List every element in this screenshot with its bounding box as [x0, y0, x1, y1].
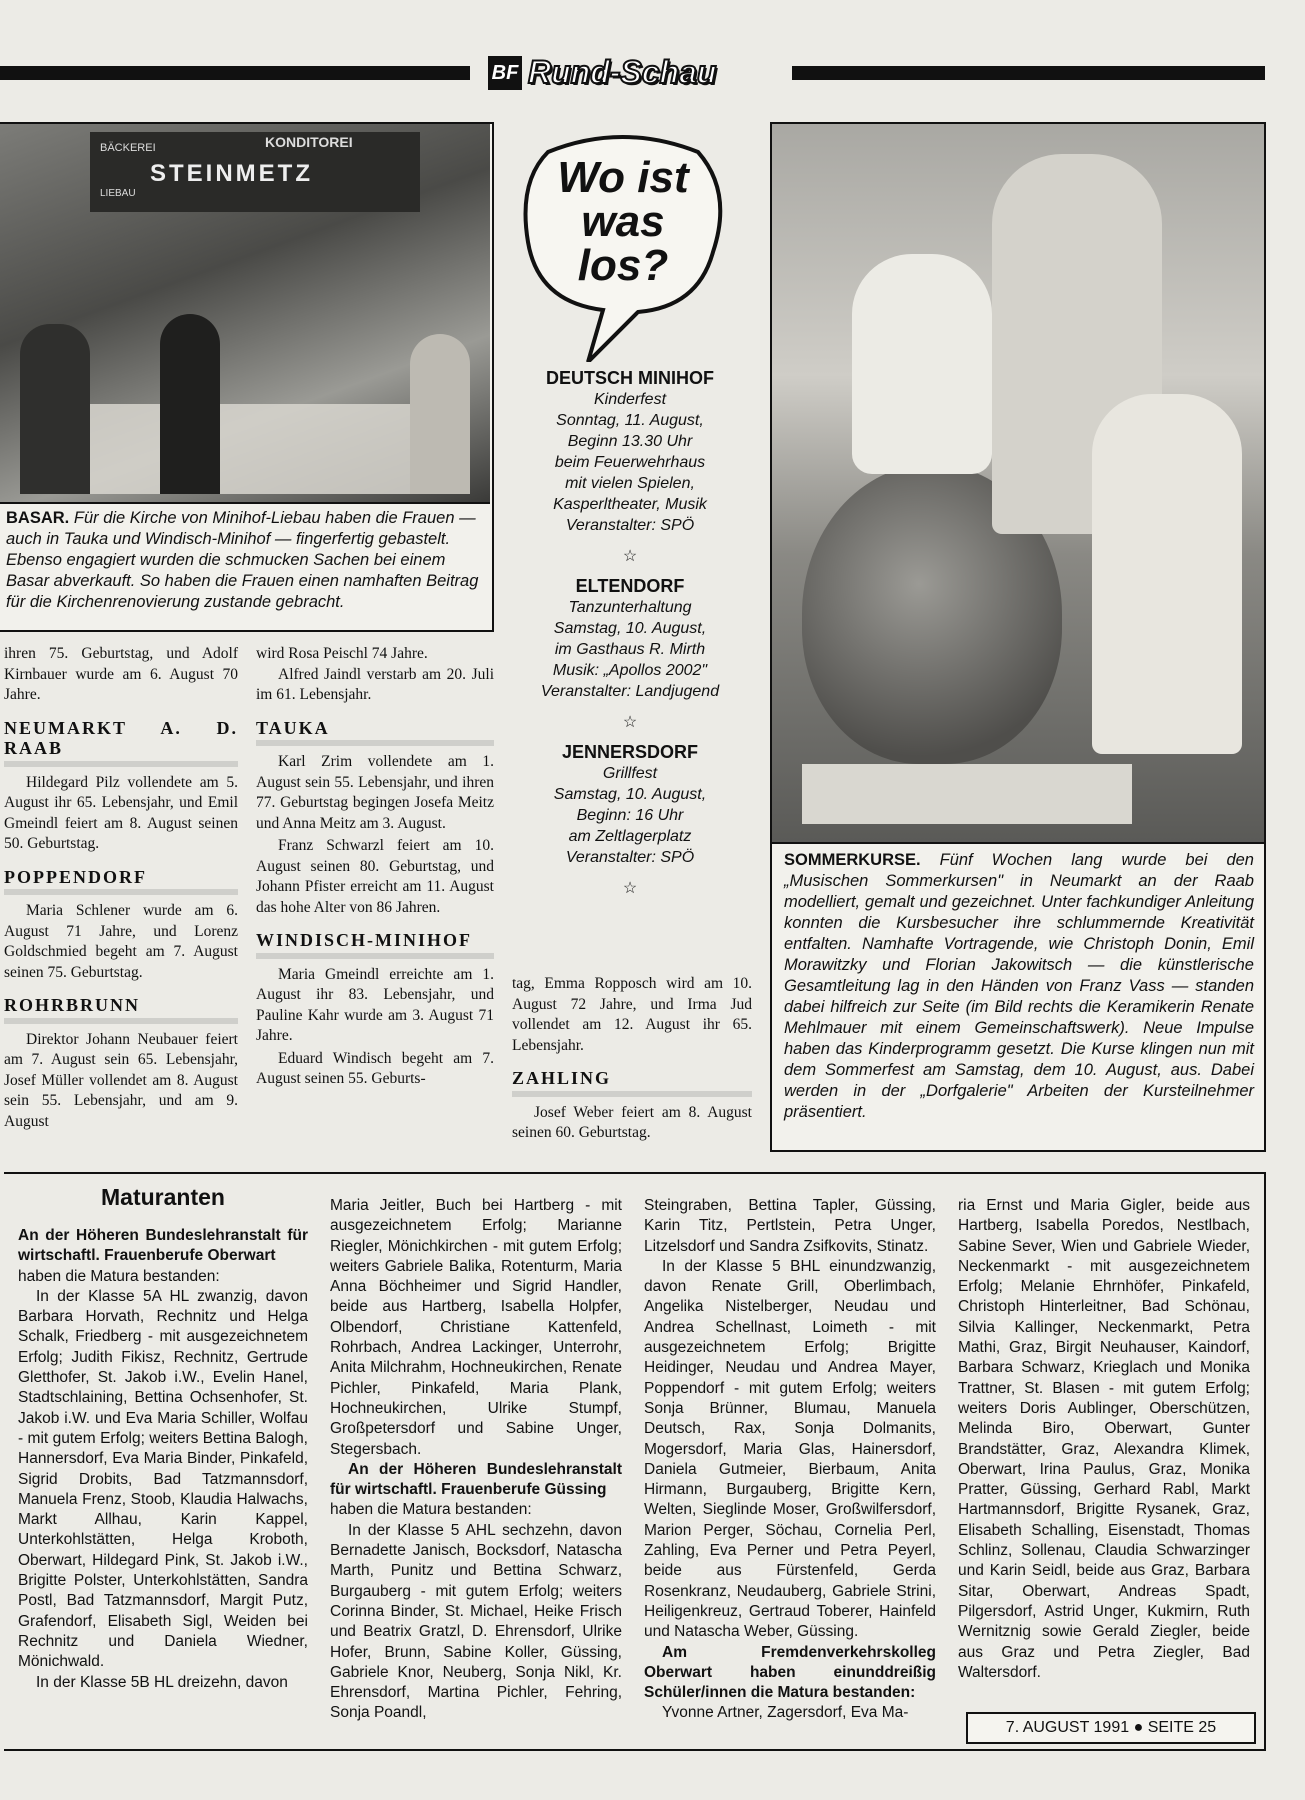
sommerkurse-caption-text: Fünf Wochen lang wurde bei den „Musischen Sommerkursen" in Neumarkt an der Raab modelliert, gemalt und gezeichnet. Unter fachkundiger Anleitung konnten die Kursbesucher ihre schlummernde Kreativität entfalten. Namhafte Vortragende, wie Christoph Donin, Emil Morawitzky und Florian Jakowitsch — die künstlerische Gesamtleitung lag in den Händen von Franz Vass — standen dabei hilfreich zur Seite (im Bild rechts die Keramikerin Renate Mehlmauer mit einem Gemeinschaftswerk). Neue Impulse haben das Kinderprogramm gesetzt. Die Kurse klingen nun mit dem Sommerfest am Samstag, dem 10. August, aus. Dabei werden in der „Dorfgalerie" Arbeiten der Kursteilnehmer präsentiert. — [784, 851, 1254, 1121]
figure-right — [410, 334, 470, 494]
page-footer — [966, 1712, 1256, 1744]
maturanten-col-2 — [330, 1196, 622, 1724]
section-head-rohrbrunn: ROHRBRUNN — [4, 995, 238, 1024]
event-body-deutsch-minihof: Kinderfest Sonntag, 11. August, Beginn 13.30 Uhr beim Feuerwehrhaus mit vielen Spielen, Kasperltheater, Musik Veranstalter: SPÖ — [553, 391, 707, 534]
maturanten-col3-para-2: Yvonne Artner, Zagersdorf, Eva Ma- — [662, 1704, 909, 1722]
column-b-intro-1: wird Rosa Peischl 74 Jahre. — [256, 645, 428, 662]
events-list — [510, 362, 750, 908]
section-text-poppendorf: Maria Schlener wurde am 6. August 71 Jahre, und Lorenz Goldschmied begeht am 7. August seinen 75. Geburtstag. — [4, 902, 238, 981]
maturanten-col2-text-1: Maria Jeitler, Buch bei Hartberg - mit ausgezeichnetem Erfolg; Marianne Riegler, Mönichkirchen - mit gutem Erfolg; weiters Gabriele Balika, Rotenturm, Maria Anna Böchheimer und Sigrid Handler, beide aus Hartberg, Isabella Holpfer, Olbendorf, Christiane Kattenfeld, Rohrbach, Andrea Lackinger, Unterrohr, Anita Milchrahm, Hochneukirchen, Renate Pichler, Pinkafeld, Maria Plank, Hochneukirchen, Ulrike Stumpf, Großpetersdorf und Sabine Unger, Stegersbach. — [330, 1197, 622, 1458]
stall-sign-liebau: LIEBAU — [100, 188, 136, 199]
section-text-windisch-1: Maria Gmeindl erreichte am 1. August ihr 83. Lebensjahr, und Pauline Kahr wurde am 3. August 71 Jahre. — [256, 965, 494, 1044]
masthead-rule-right — [792, 66, 1265, 80]
star-divider-2: ☆ — [622, 714, 638, 731]
person-woman-left — [852, 254, 992, 474]
maturanten-col1-para-1: In der Klasse 5A HL zwanzig, davon Barbara Horvath, Rechnitz und Helga Schalk, Friedberg - mit ausgezeichnetem Erfolg; Judith Fikisz, Rechnitz, Gertrude Gletthofer, St. Jakob i.W., Evelin Hanel, Stadtschlaining, Bettina Ochsenhofer, St. Jakob i.W. und Eva Maria Schiller, Wolfau - mit gutem Erfolg; weiters Bettina Balogh, Hannersdorf, Eva Maria Binder, Pinkafeld, Sigrid Drobits, Bad Tatzmannsdorf, Manuela Frenz, Stoob, Klaudia Halwachs, Markt Allhau, Karin Kappel, Unterkohlstätten, Helga Kroboth, Oberwart, Hildegard Pink, St. Jakob i.W., Brigitte Polster, Unterkohlstätten, Sandra Postl, Bad Tatzmannsdorf, Margit Putz, Grafendorf, Elisabeth Sigl, Weiden bei Rechnitz und Daniela Wiedner, Mönichwald. — [18, 1287, 308, 1671]
event-body-eltendorf: Tanzunterhaltung Samstag, 10. August, im Gasthaus R. Mirth Musik: „Apollos 2002" Veranstalter: Landjugend — [540, 599, 720, 700]
events-speech-bubble — [518, 132, 726, 362]
maturanten-col3-heading: Am Fremdenverkehrskolleg Oberwart haben einunddreißig Schüler/innen die Matura bestanden: — [644, 1643, 936, 1702]
column-b-intro-2: Alfred Jaindl verstarb am 20. Juli im 61. Lebensjahr. — [256, 665, 494, 703]
maturanten-title: Maturanten — [101, 1184, 225, 1210]
section-text-windisch-2: Eduard Windisch begeht am 7. August seinen 55. Geburts- — [256, 1049, 494, 1087]
maturanten-col3-para-1: In der Klasse 5 BHL einundzwanzig, davon Renate Grill, Oberlimbach, Angelika Nistelberger, Neudau und Andrea Schellnast, Loimeth - mit ausgezeichnetem Erfolg; Brigitte Heidinger, Neudau und Andrea Mayer, Poppendorf - mit gutem Erfolg; weiters Sonja Brünner, Blumau, Manuela Deutsch, Rax, Sonja Dolmanits, Mogersdorf, Maria Glas, Hainersdorf, Daniela Gutmeier, Bierbaum, Anita Hirmann, Burgauberg, Brigitte Kern, Welten, Sieglinde Moser, Großwilfersdorf, Marion Perger, Söchau, Cornelia Perl, Zahling, Eva Perner und Petra Peyerl, beide aus Fürstenfeld, Gerda Rosenkranz, Neudauberg, Gabriele Strini, Heiligenkreuz, Gertraud Toberer, Hainfeld und Natascha Weber, Güssing. — [644, 1257, 936, 1641]
section-head-neumarkt: NEUMARKT A. D. RAAB — [4, 718, 238, 767]
basar-photo — [0, 124, 490, 504]
event-place-jennersdorf: JENNERSDORF — [561, 742, 699, 762]
basar-caption-text: Für die Kirche von Minihof-Liebau haben die Frauen — auch in Tauka und Windisch-Minihof — fingerfertig gebastelt. Ebenso engagiert wurden die schmucken Sachen bei einem Basar abverkauft. So haben die Frauen einen namhaften Beitrag für die Kirchenrenovierung zustande gebracht. — [6, 509, 479, 611]
sommerkurse-photo — [772, 124, 1264, 844]
maturanten-col2-para-1: In der Klasse 5 AHL sechzehn, davon Bernadette Janisch, Bocksdorf, Natascha Marth, Punitz und Bettina Schwarz, Burgauberg - mit gutem Erfolg; weiters Corinna Binder, St. Michael, Heike Frisch und Beatrix Gratzl, D. Ehrensdorf, Ulrike Hofer, Brunn, Sabine Koller, Güssing, Gabriele Knor, Neuberg, Sonja Nikl, Kr. Ehrensdorf, Martina Pichler, Fehring, Sonja Poandl, — [330, 1521, 622, 1722]
maturanten-col1-para-2: In der Klasse 5B HL dreizehn, davon — [36, 1673, 288, 1691]
footer-page: SEITE 25 — [1147, 1719, 1217, 1736]
event-place-deutsch-minihof: DEUTSCH MINIHOF — [546, 368, 714, 388]
maturanten-box — [4, 1172, 1266, 1751]
footer-bullet: ● — [1133, 1719, 1144, 1736]
basar-caption-lead: BASAR. — [6, 509, 70, 527]
figure-middle — [160, 314, 220, 494]
basar-box — [0, 122, 494, 632]
masthead-logo: BF — [488, 56, 522, 90]
section-head-poppendorf: POPPENDORF — [4, 867, 238, 896]
column-birthdays-a — [4, 644, 238, 1134]
section-head-windisch-minihof: WINDISCH-MINIHOF — [256, 930, 494, 959]
section-text-tauka-2: Franz Schwarzl feiert am 10. August seinen 80. Geburtstag, und Johann Pfister erreicht am 11. August das hohe Alter von 86 Jahren. — [256, 837, 494, 916]
event-place-eltendorf: ELTENDORF — [575, 576, 685, 596]
maturanten-col3-text-1: Steingraben, Bettina Tapler, Güssing, Karin Titz, Pertlstein, Petra Unger, Litzelsdorf und Sandra Zsifkovits, Stinatz. — [644, 1197, 936, 1255]
section-text-zahling: Josef Weber feiert am 8. August seinen 60. Geburtstag. — [512, 1103, 752, 1141]
maturanten-col-4 — [958, 1196, 1250, 1683]
masthead-section-title: Rund-Schau — [528, 54, 717, 90]
section-text-neumarkt: Hildegard Pilz vollendete am 5. August ihr 65. Lebensjahr, und Emil Gmeindl feiert am 8. August seinen 50. Geburtstag. — [4, 773, 238, 852]
section-head-tauka: TAUKA — [256, 718, 494, 747]
maturanten-col4-text-1: ria Ernst und Maria Gigler, beide aus Hartberg, Isabella Poredos, Nestlbach, Sabine Sever, Wien und Gabriele Wieder, Neckenmarkt - mit ausgezeichnetem Erfolg; Melanie Ehrnhöfer, Pinkafeld, Christoph Hinterleitner, Bad Schönau, Silvia Kallinger, Neckenmarkt, Petra Mathi, Graz, Birgit Neuhauser, Kaindorf, Barbara Schwarz, Krieglach und Monika Trattner, St. Blasen - mit gutem Erfolg; weiters Doris Aublinger, Oberschützen, Melinda Biro, Oberwart, Gunter Brandstätter, Graz, Alexandra Klimek, Oberwart, Irina Paulus, Graz, Monika Pratter, Güssing, Gerhard Rabl, Markt Hartmannsdorf, Brigitte Rysanek, Graz, Elisabeth Schalling, Eisenstadt, Thomas Schlinz, Sollenau, Claudia Schwarzinger und Karin Seidl, beide aus Graz, Barbara Sitar, Oberwart, Andreas Spadt, Pilgersdorf, Astrid Unger, Kukmirn, Ruth Wernitznig sowie Gerald Ziegler, beide aus Graz und Petra Ziegler, Bad Waltersdorf. — [958, 1197, 1250, 1681]
footer-date: 7. AUGUST 1991 — [1005, 1719, 1130, 1736]
maturanten-col-1 — [18, 1226, 308, 1693]
basar-table — [40, 404, 440, 494]
figure-left — [20, 324, 90, 494]
masthead-rule-left — [0, 66, 470, 80]
maturanten-col1-subheading: haben die Matura bestanden: — [18, 1267, 220, 1285]
sommerkurse-caption-lead: SOMMERKURSE. — [784, 851, 921, 869]
sommerkurse-caption — [784, 850, 1254, 1123]
person-woman-right — [1092, 394, 1242, 754]
section-text-tauka-1: Karl Zrim vollendete am 1. August sein 55. Lebensjahr, und ihren 77. Geburtstag begingen Josefa Meitz und Anna Meitz am 3. August. — [256, 753, 494, 832]
section-text-rohrbrunn: Direktor Johann Neubauer feiert am 7. August sein 65. Lebensjahr, Josef Müller vollendet am 8. August sein 55. Lebensjahr, und am 9. August — [4, 1030, 238, 1130]
maturanten-col2-subheading: haben die Matura bestanden: — [330, 1501, 532, 1519]
column-birthdays-c — [512, 974, 752, 1146]
star-divider-1: ☆ — [622, 548, 638, 565]
section-head-zahling: ZAHLING — [512, 1068, 752, 1097]
maturanten-col2-heading: An der Höheren Bundeslehranstalt für wirtschaftl. Frauenberufe Güssing — [330, 1460, 622, 1499]
maturanten-col1-heading: An der Höheren Bundeslehranstalt für wirtschaftl. Frauenberufe Oberwart — [18, 1227, 308, 1265]
stall-sign-baeckerei: BÄCKEREI — [100, 142, 156, 154]
events-bubble-text: Wo ist was los? — [557, 153, 689, 290]
column-c-cont-text: tag, Emma Ropposch wird am 10. August 72 Jahre, und Irma Jud vollendet am 12. August ihr 65. Lebensjahr. — [512, 975, 752, 1054]
sommerkurse-box — [770, 122, 1266, 1152]
column-a-intro: ihren 75. Geburtstag, und Adolf Kirnbauer wurde am 6. August 70 Jahre. — [4, 645, 238, 703]
event-body-jennersdorf: Grillfest Samstag, 10. August, Beginn: 16 Uhr am Zeltlagerplatz Veranstalter: SPÖ — [553, 765, 707, 866]
column-birthdays-b — [256, 644, 494, 1092]
maturanten-col-3 — [644, 1196, 936, 1724]
stall-sign-konditorei: KONDITOREI — [265, 134, 353, 150]
star-divider-3: ☆ — [622, 880, 638, 897]
basar-caption — [6, 508, 486, 613]
stall-sign-steinmetz: STEINMETZ — [150, 160, 313, 187]
vase-pedestal — [802, 764, 1132, 824]
